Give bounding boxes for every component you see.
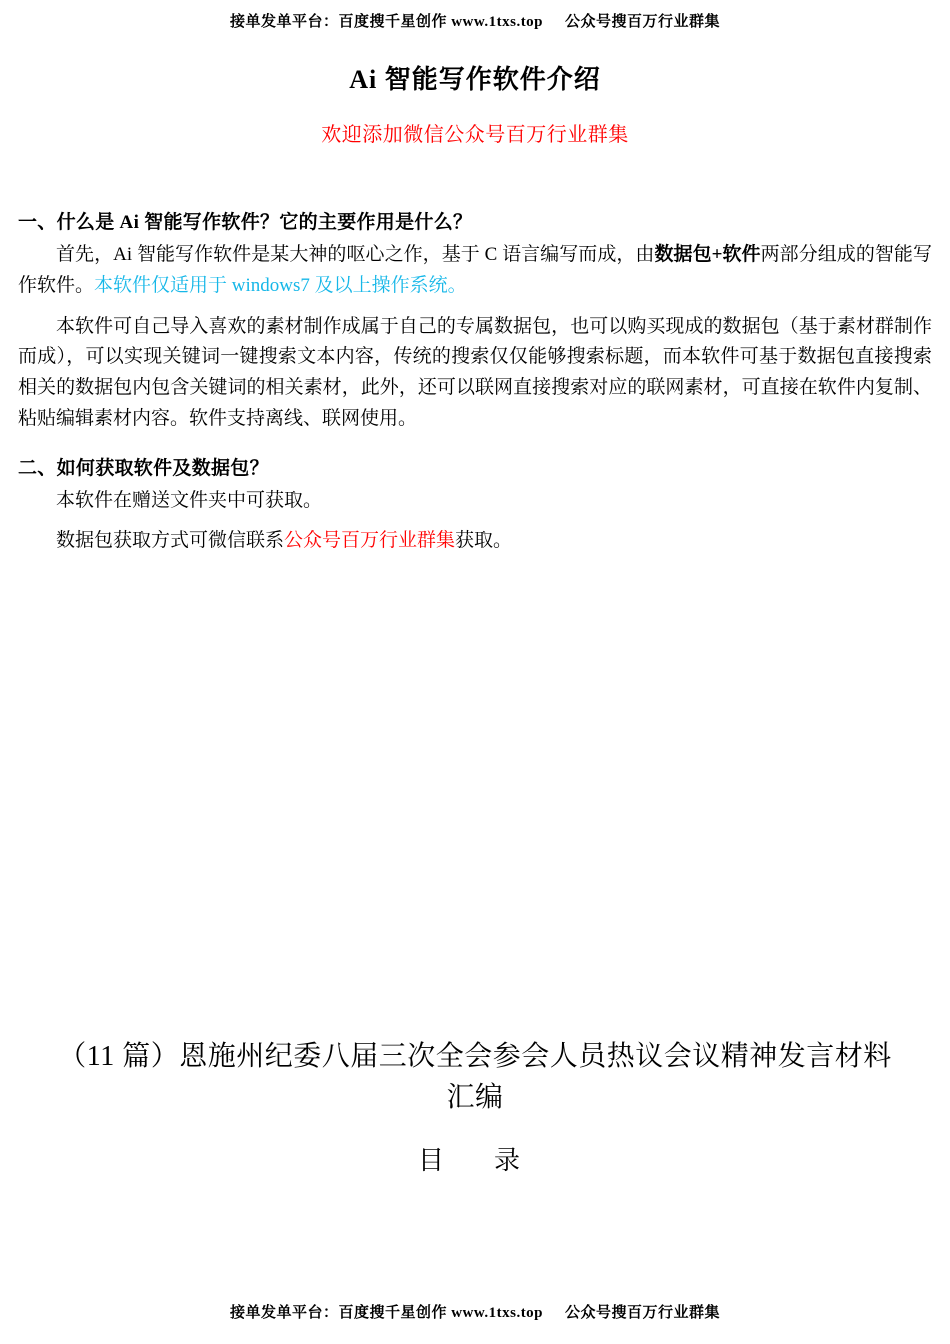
paragraph-1-1: [18, 240, 932, 302]
page-header: [0, 0, 950, 31]
run-text: 本软件在赠送文件夹中可获取。: [56, 489, 323, 511]
section-heading-2: 二、如何获取软件及数据包？: [18, 457, 269, 479]
run-text: 首先，Ai 智能写作软件是某大神的呕心之作，基于 C 语言编写而成，由: [56, 244, 655, 265]
run-text: 本软件可自己导入喜欢的素材制作成属于自己的专属数据包，也可以购买现成的数据包（基于素材群制作而成），可以实现关键词一键搜索文本内容，传统的搜索仅仅能够搜索标题，而本软件可基于数据包直接搜索相关的数据包内包含关键词的相关素材，此外，还可以联网直接搜索对应的联网素材，可直接在软件内复制、粘贴编辑素材内容。软件支持离线、联网使用。: [18, 315, 932, 429]
run-text: 数据包获取方式可微信联系: [56, 530, 285, 552]
table-of-contents-heading: 目 录: [417, 1146, 532, 1176]
paragraph-1-2: [18, 312, 932, 435]
footer-left-text: 接单发单平台：百度搜千星创作 www.1txs.top: [229, 1305, 544, 1321]
page-footer: [0, 1301, 950, 1322]
page-subtitle: 欢迎添加微信公众号百万行业群集: [321, 124, 629, 146]
footer-right-text: 公众号搜百万行业群集: [565, 1305, 721, 1321]
paragraph-2-1: [18, 486, 932, 517]
page-title: Ai 智能写作软件介绍: [349, 65, 601, 94]
header-right-text: 公众号搜百万行业群集: [565, 14, 721, 30]
run-text: 两部分组成的智能写作软件。: [18, 244, 932, 296]
header-left-text: 接单发单平台：百度搜千星创作 www.1txs.top: [229, 14, 544, 30]
paragraph-2-2: [18, 526, 932, 557]
footer-line: [0, 1301, 950, 1322]
second-document-title: （11 篇）恩施州纪委八届三次全会参会人员热议会议精神发言材料汇编: [58, 1041, 892, 1113]
run-text-contact: 公众号百万行业群集: [284, 530, 456, 552]
run-text: 获取。: [455, 530, 513, 552]
run-text-bold: 数据包+软件: [654, 244, 761, 265]
blank-space: [18, 567, 932, 1037]
document-body: [0, 207, 950, 1177]
run-text-highlight: 本软件仅适用于 windows7 及以上操作系统。: [94, 274, 467, 296]
section-heading-1: 一、什么是 Ai 智能写作软件？它的主要作用是什么？: [18, 212, 473, 233]
